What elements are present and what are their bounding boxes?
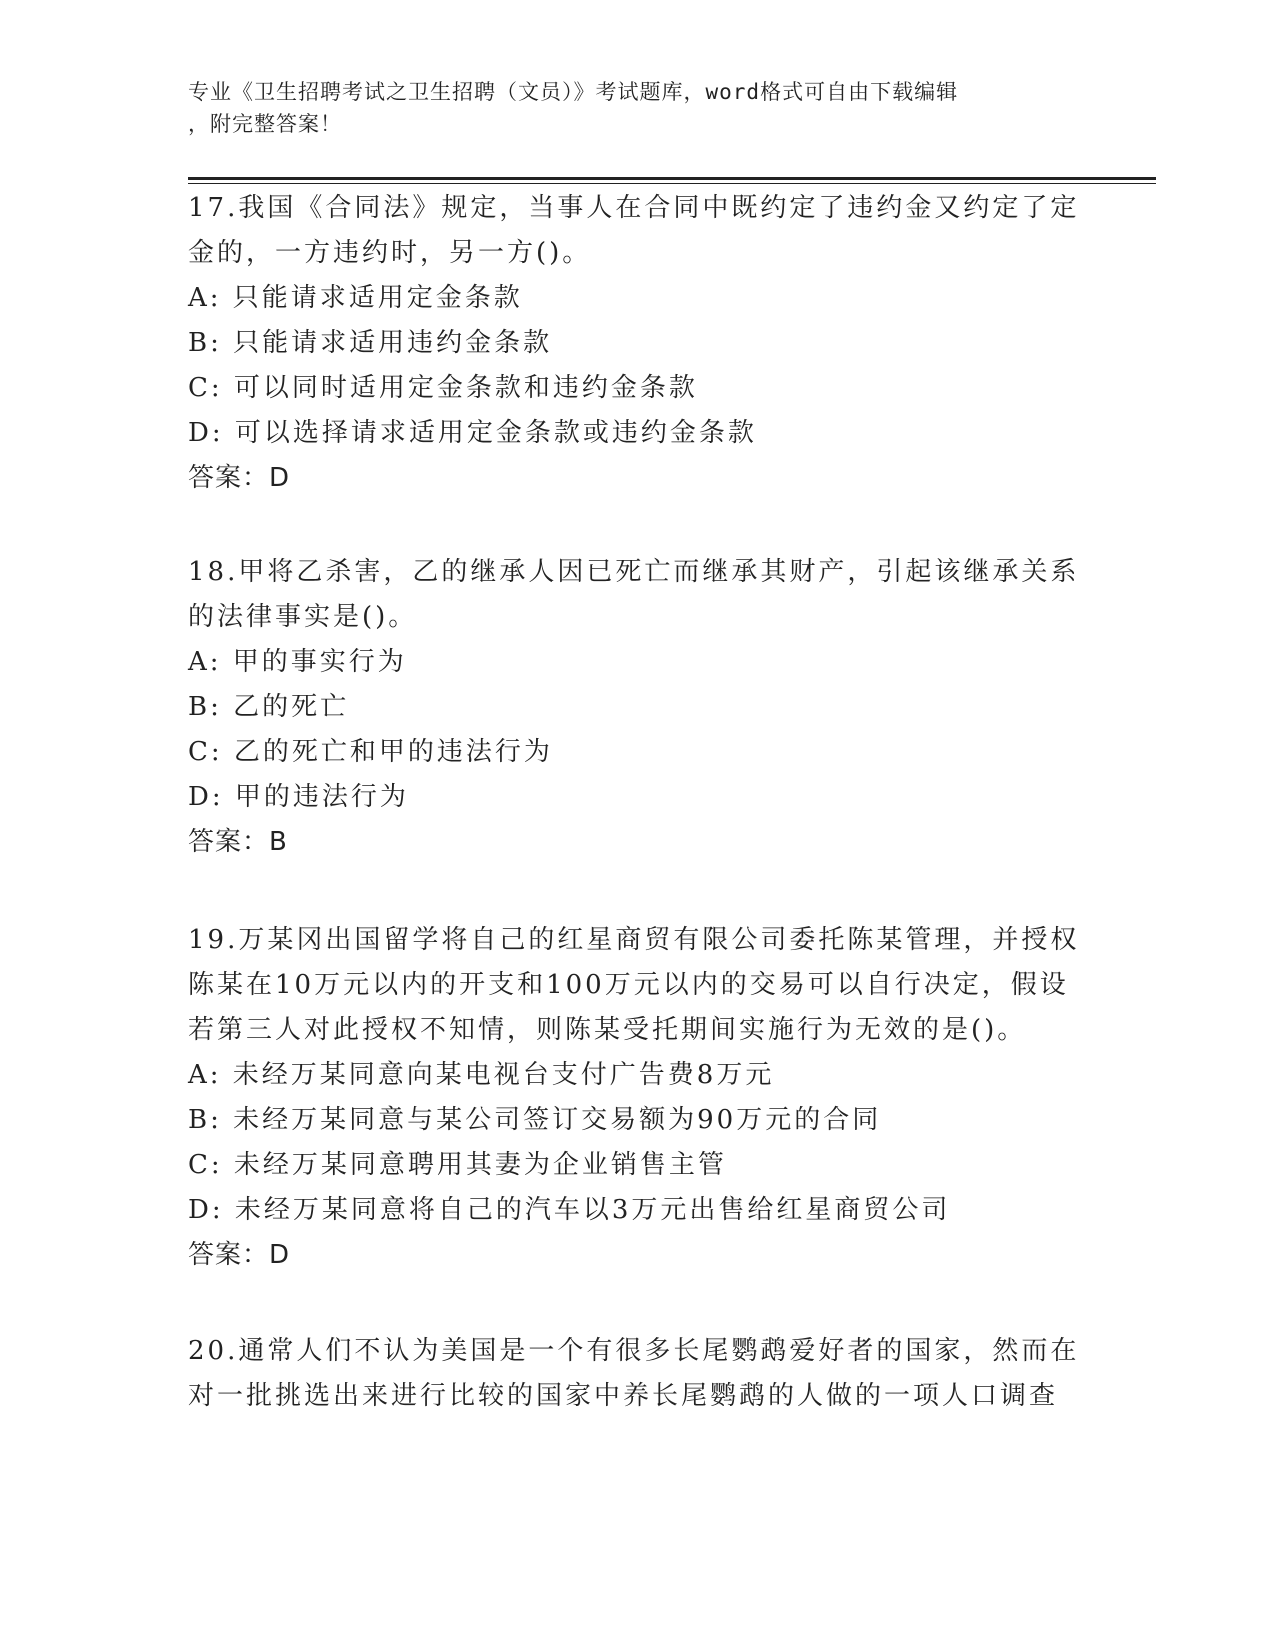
option-d: D: 可以选择请求适用定金条款或违约金条款 [188,418,757,448]
option-a: A: 只能请求适用定金条款 [188,283,523,313]
document-header [188,76,1068,140]
question-text-line: 对一批挑选出来进行比较的国家中养长尾鹦鹉的人做的一项人口调查 [188,1381,1059,1411]
question-17 [188,186,1088,501]
question-20 [188,1329,1088,1419]
question-text-line: 20.通常人们不认为美国是一个有很多长尾鹦鹉爱好者的国家，然而在 [188,1336,1080,1366]
question-text-line: 的法律事实是()。 [188,602,418,632]
question-18 [188,550,1088,865]
answer-line: 答案：D [188,1240,291,1270]
option-b: B: 乙的死亡 [188,692,350,722]
option-a: A: 甲的事实行为 [188,647,407,677]
option-d: D: 未经万某同意将自己的汽车以3万元出售给红星商贸公司 [188,1195,951,1225]
option-c: C: 未经万某同意聘用其妻为企业销售主管 [188,1150,727,1180]
option-c: C: 可以同时适用定金条款和违约金条款 [188,373,698,403]
question-text-line: 19.万某冈出国留学将自己的红星商贸有限公司委托陈某管理，并授权 [188,925,1080,955]
question-text-line: 若第三人对此授权不知情，则陈某受托期间实施行为无效的是()。 [188,1015,1027,1045]
option-b: B: 只能请求适用违约金条款 [188,328,553,358]
question-19 [188,918,1088,1278]
header-line-2: ，附完整答案！ [188,112,342,136]
question-text-line: 陈某在10万元以内的开支和100万元以内的交易可以自行决定，假设 [188,970,1069,1000]
option-d: D: 甲的违法行为 [188,782,409,812]
question-text-line: 18.甲将乙杀害，乙的继承人因已死亡而继承其财产，引起该继承关系 [188,557,1080,587]
header-line-1: 专业《卫生招聘考试之卫生招聘（文员）》考试题库，word格式可自由下载编辑 [188,80,959,104]
option-a: A: 未经万某同意向某电视台支付广告费8万元 [188,1060,775,1090]
question-text-line: 17.我国《合同法》规定，当事人在合同中既约定了违约金又约定了定 [188,193,1080,223]
question-text-line: 金的，一方违约时，另一方()。 [188,238,592,268]
header-divider-thick [188,177,1156,180]
header-divider-thin [188,183,1156,184]
option-c: C: 乙的死亡和甲的违法行为 [188,737,553,767]
option-b: B: 未经万某同意与某公司签订交易额为90万元的合同 [188,1105,882,1135]
answer-line: 答案：D [188,463,291,493]
answer-line: 答案：B [188,827,288,857]
